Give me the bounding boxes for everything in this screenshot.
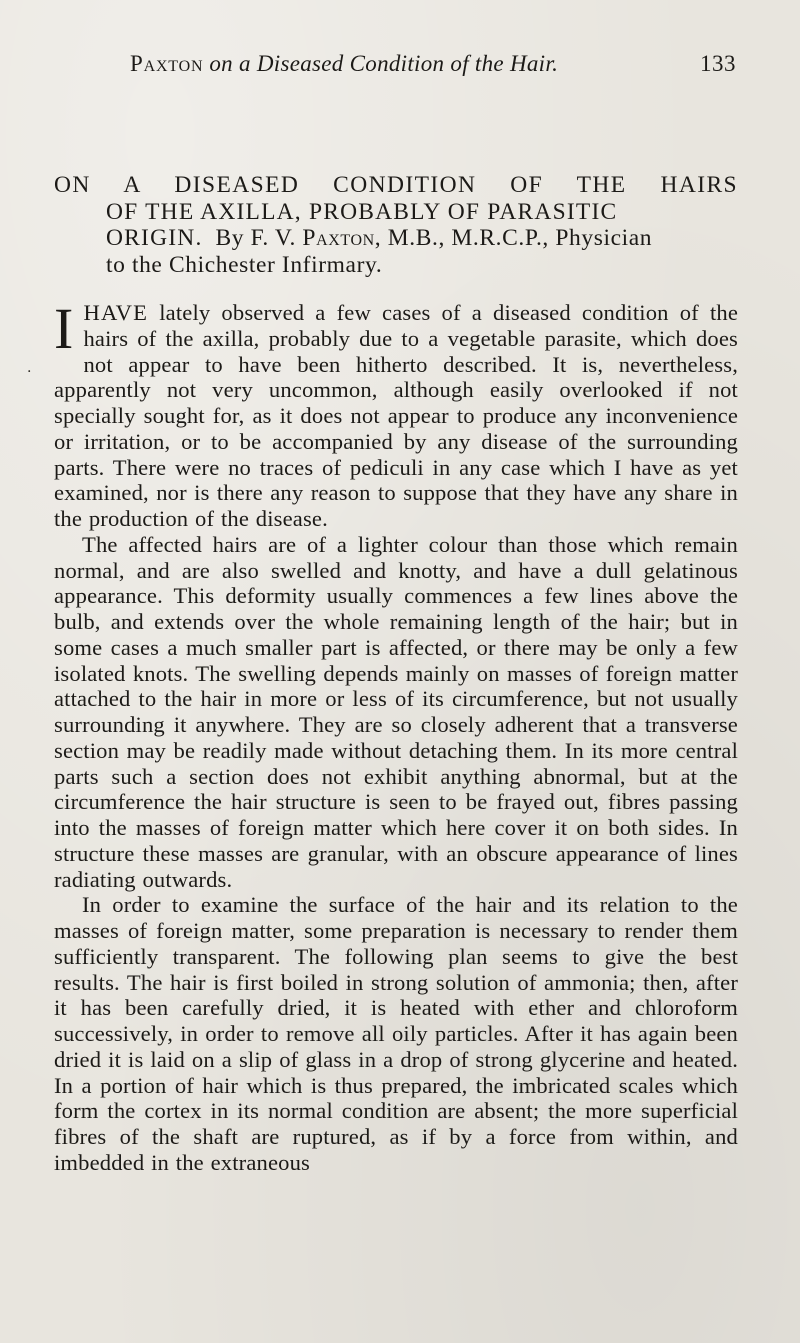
- body-text: [54, 296, 738, 1176]
- heading-line-3: ORIGIN.: [106, 225, 203, 251]
- paragraph-3: In order to examine the surface of the hair and its relation to the masses of foreign matter, some preparation is necessary to render them sufficiently transparent. The following plan seems to give the best results. The hair is first boiled in strong solution of ammonia; then, after it has been carefully dried, it is heated with ether and chloroform successively, in order to remove all oily particles. After it has again been dried it is laid on a slip of glass in a drop of strong glycerine and heated. In a portion of hair which is thus prepared, the imbricated scales which form the cortex in its normal condition are absent; the more superficial fibres of the shaft are ruptured, as if by a force from within, and imbedded in the extraneous: [54, 892, 738, 1175]
- running-head-author: Paxton: [130, 51, 204, 76]
- paragraph-2: The affected hairs are of a lighter colour than those which remain normal, and are also swelled and knotty, and have a dull gelatinous appearance. This deformity usually commences a few lines above the bulb, and extends over the whole remaining length of the hair; but in some cases a much smaller part is affected, or there may be only a few isolated knots. The swelling depends mainly on masses of foreign matter attached to the hair in more or less of its circumference, but not usually surrounding it anywhere. They are so closely adherent that a transverse section may be readily made without detaching them. In its more central parts such a section does not exhibit anything abnormal, but at the circumference the hair structure is seen to be frayed out, fibres passing into the masses of foreign matter which here cover it on both sides. In structure these masses are granular, with an obscure appearance of lines radiating outwards.: [54, 531, 738, 892]
- running-head-title: [130, 50, 558, 78]
- running-head-article-title: on a Diseased Condition of the Hair.: [209, 51, 559, 76]
- lead-word: HAVE: [83, 300, 149, 325]
- byline-author-name: F. V. Paxton,: [250, 225, 382, 251]
- heading-line-2: OF THE AXILLA, PROBABLY OF PARASITIC: [106, 198, 618, 225]
- heading-continuation: [54, 199, 738, 279]
- paragraph-1-text: lately observed a few cases of a diseased condition of the hairs of the axilla, probably due to a vegetable parasite, which does not appear to have been hitherto described. It is, nevertheless, apparently not very uncommon, although easily overlooked if not specially sought for, as it does not appear to produce any inconvenience or irritation, or to be accompanied by any disease of the surrounding parts. There were no traces of pediculi in any case which I have as yet examined, nor is there any reason to suppose that they have any share in the production of the disease.: [54, 300, 738, 531]
- byline-by: By: [215, 225, 245, 251]
- article-heading: [54, 172, 738, 278]
- byline-credentials: M.B., M.R.C.P., Physician: [387, 225, 653, 251]
- margin-mark: .: [27, 360, 32, 376]
- running-head: [130, 50, 736, 78]
- drop-cap: I: [54, 296, 74, 361]
- paragraph-1: [54, 296, 738, 532]
- page-number: 133: [700, 51, 736, 76]
- byline-affiliation: to the Chichester Infirmary.: [106, 251, 383, 278]
- heading-line-1: ON A DISEASED CONDITION OF THE HAIRS: [54, 172, 738, 198]
